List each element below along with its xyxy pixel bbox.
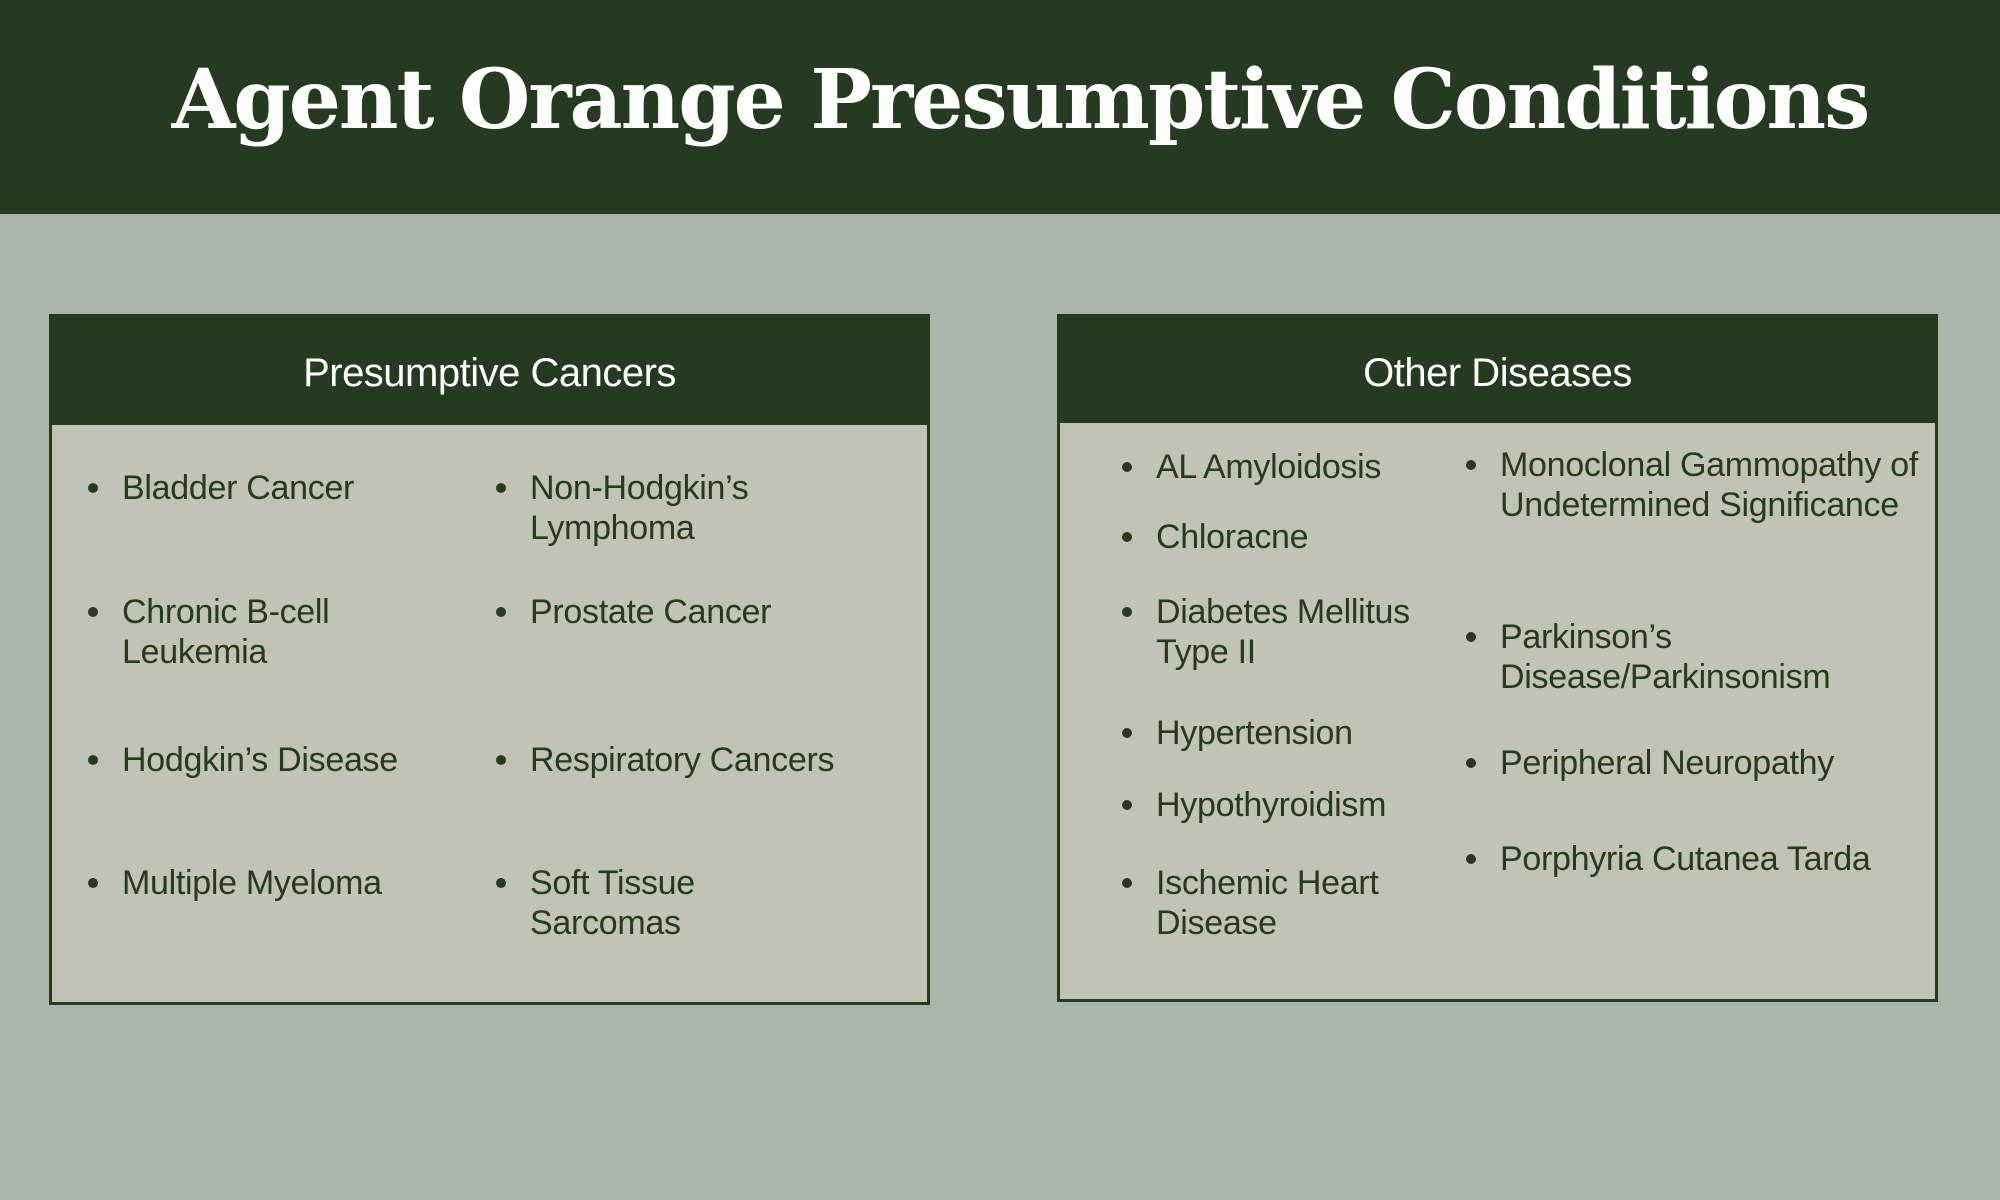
list-item: Non-Hodgkin’s Lymphoma [494,468,830,548]
list-item: Multiple Myeloma [86,863,462,903]
list-item: Porphyria Cutanea Tarda [1464,839,1930,879]
list-item: Soft Tissue Sarcomas [494,863,770,943]
list-item: Chloracne [1120,517,1446,557]
list-item: Hypertension [1120,713,1446,753]
list-item: Chronic B-cell Leukemia [86,592,422,672]
page-title: Agent Orange Presumptive Conditions [171,52,1869,148]
list-item: Hypothyroidism [1120,785,1456,825]
list-item: Monoclonal Gammopathy of Undetermined Significance [1464,445,1930,525]
card-heading: Other Diseases [1060,317,1935,423]
list-item: Parkinson’s Disease/Parkinsonism [1464,617,1930,697]
list-item: Diabetes Mellitus Type II [1120,592,1416,672]
list-item: Bladder Cancer [86,468,462,508]
presumptive-cancers-card [49,314,930,1005]
list-item: Prostate Cancer [494,592,870,632]
other-diseases-card [1057,314,1938,1002]
list-item: AL Amyloidosis [1120,447,1446,487]
header-banner [0,0,2000,214]
list-item: Ischemic Heart Disease [1120,863,1416,943]
list-item: Peripheral Neuropathy [1464,743,1930,783]
card-heading: Presumptive Cancers [52,317,927,425]
list-item: Respiratory Cancers [494,740,890,780]
list-item: Hodgkin’s Disease [86,740,462,780]
